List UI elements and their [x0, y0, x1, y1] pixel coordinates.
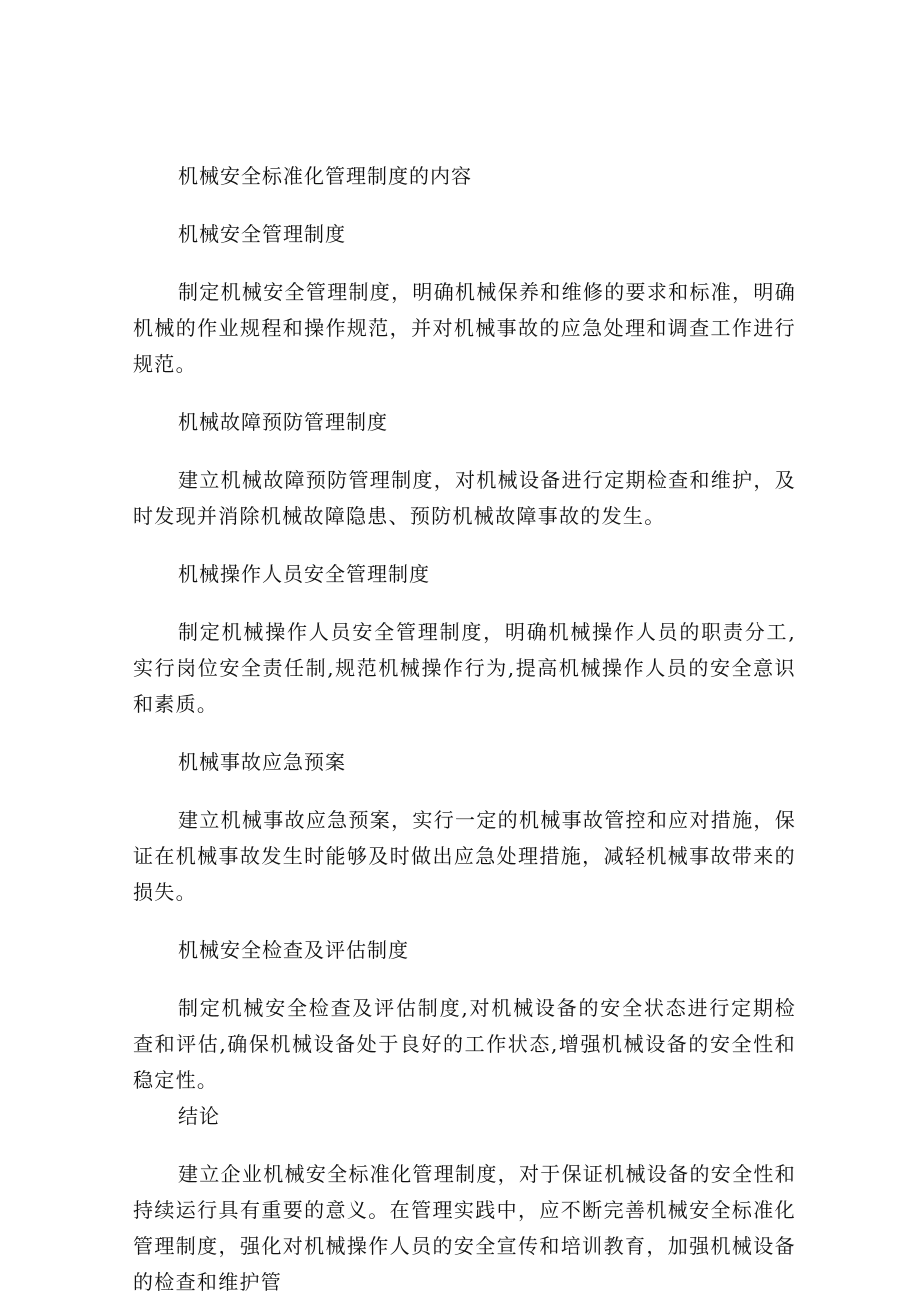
document-body: [133, 158, 796, 1300]
section-heading-safety-management: 机械安全管理制度: [178, 222, 346, 246]
section-heading-emergency-plan: 机械事故应急预案: [178, 750, 346, 774]
section-heading-conclusion: 结论: [178, 1104, 220, 1128]
section-heading-inspection-assessment: 机械安全检查及评估制度: [178, 938, 409, 962]
document-title: 机械安全标准化管理制度的内容: [178, 164, 472, 188]
section-body-emergency-plan: 建立机械事故应急预案，实行一定的机械事故管控和应对措施，保证在机械事故发生时能够及时做出应急处理措施，减轻机械事故带来的损失。: [133, 808, 796, 904]
section-body-inspection-assessment: 制定机械安全检查及评估制度,对机械设备的安全状态进行定期检查和评估,确保机械设备处于良好的工作状态,增强机械设备的安全性和稳定性。: [133, 996, 796, 1092]
section-heading-fault-prevention: 机械故障预防管理制度: [178, 410, 388, 434]
section-body-conclusion: 建立企业机械安全标准化管理制度，对于保证机械设备的安全性和持续运行具有重要的意义。在管理实践中，应不断完善机械安全标准化管理制度，强化对机械操作人员的安全宣传和培训教育，加强机械设备的检查和维护管: [133, 1162, 796, 1294]
section-body-fault-prevention: 建立机械故障预防管理制度，对机械设备进行定期检查和维护，及时发现并消除机械故障隐患、预防机械故障事故的发生。: [133, 468, 796, 528]
section-heading-operator-safety: 机械操作人员安全管理制度: [178, 562, 430, 586]
section-body-safety-management: 制定机械安全管理制度，明确机械保养和维修的要求和标准，明确机械的作业规程和操作规范，并对机械事故的应急处理和调查工作进行规范。: [133, 280, 796, 376]
section-body-operator-safety: 制定机械操作人员安全管理制度，明确机械操作人员的职责分工,实行岗位安全责任制,规范机械操作行为,提高机械操作人员的安全意识和素质。: [133, 620, 796, 716]
